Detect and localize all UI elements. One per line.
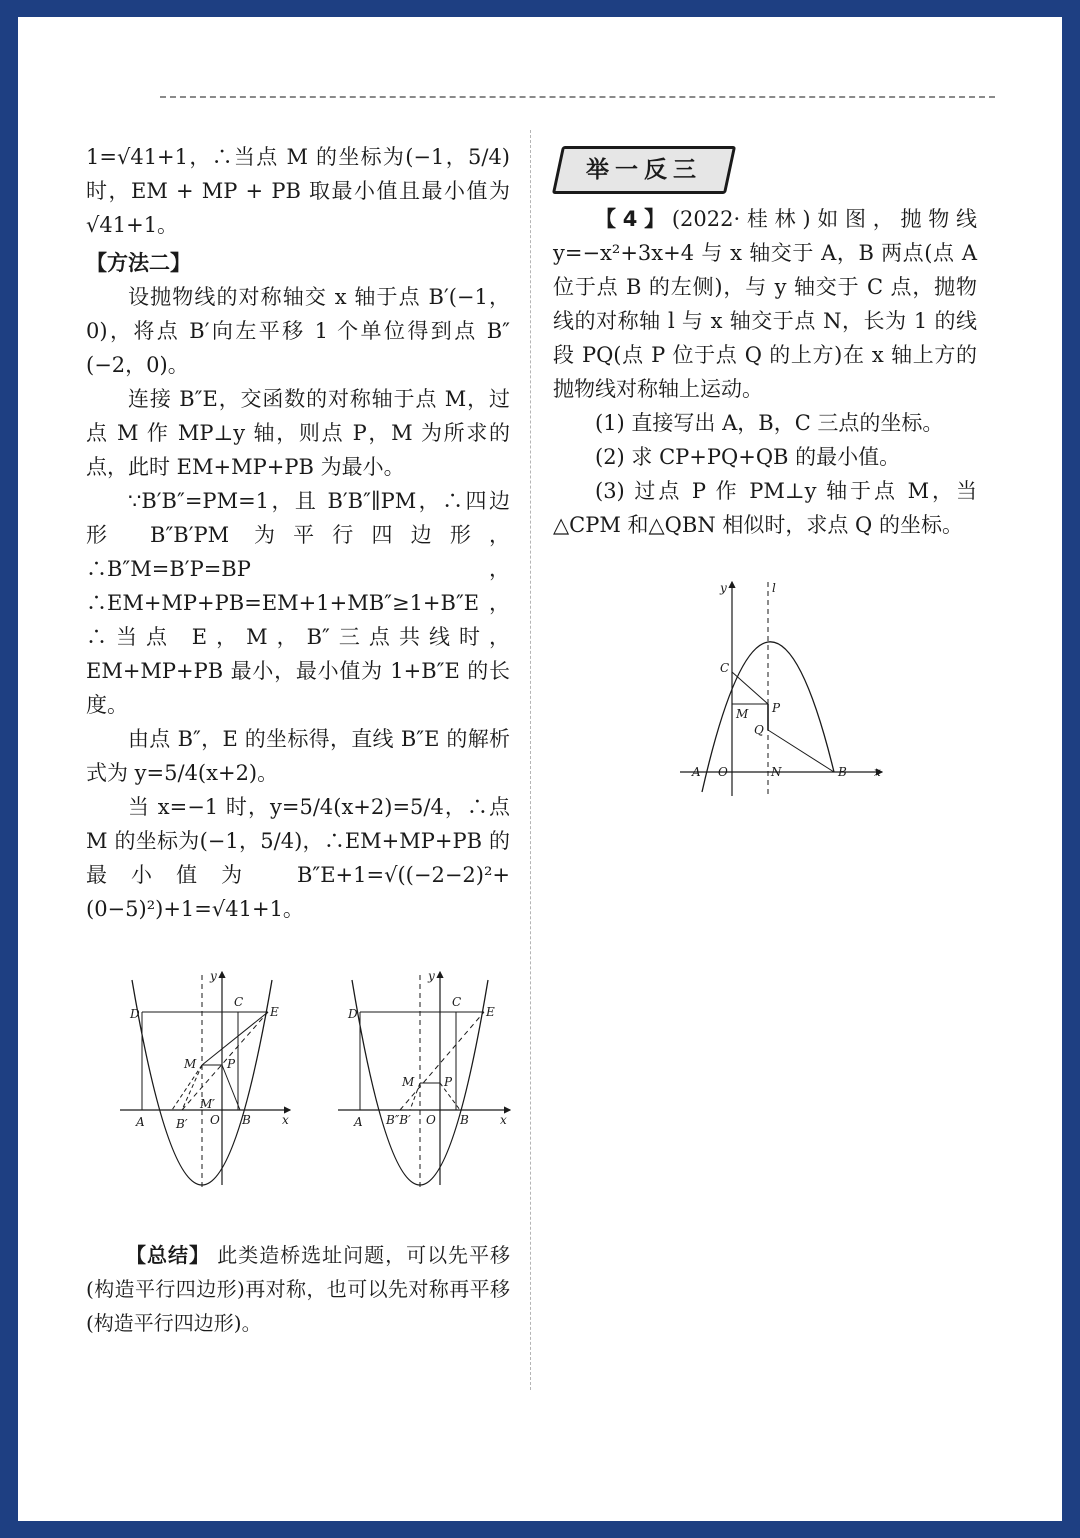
method-two-heading xyxy=(86,246,510,280)
q-label-y: y xyxy=(720,581,727,595)
fig1-dashed-MA xyxy=(172,1065,202,1110)
fig1-label-Bp: B′ xyxy=(176,1117,188,1131)
question-figure xyxy=(660,568,900,808)
question-part-1: (1) 直接写出 A，B，C 三点的坐标。 xyxy=(595,411,944,435)
q-label-x: x xyxy=(874,765,881,779)
q-label-N: N xyxy=(771,765,782,779)
left-paragraph-2: 设抛物线的对称轴交 x 轴于点 B′(−1，0)，将点 B′向左平移 1 个单位得到点 B″(−2，0)。 xyxy=(86,285,510,377)
fig2-label-M: M xyxy=(402,1075,415,1089)
fig1-label-Mp: M′ xyxy=(200,1097,216,1111)
q-label-B: B xyxy=(838,765,847,779)
fig2-label-A: A xyxy=(354,1115,363,1129)
left-paragraph-4: ∵B′B″=PM=1，且 B′B″∥PM，∴四边形 B″B′PM 为平行四边形，∴B″M=B′P=BP，∴EM+MP+PB=EM+1+MB″≥1+B″E，∴当点 E，M，B″三点共线时，EM+MP+PB 最小，最小值为 1+B″E 的长度。 xyxy=(86,489,510,717)
fig1-label-E: E xyxy=(270,1005,279,1019)
left-paragraph-6: 当 x=−1 时，y=5/4(x+2)=5/4，∴点 M 的坐标为(−1，5/4)，∴EM+MP+PB 的最小值为 B″E+1=√((−2−2)²+(0−5)²)+1=√41+1。 xyxy=(86,795,510,921)
q-label-l: l xyxy=(772,581,776,595)
fig1-label-y: y xyxy=(210,969,217,983)
left-paragraph-5: 由点 B″，E 的坐标得，直线 B″E 的解析式为 y=5/4(x+2)。 xyxy=(86,727,510,785)
q-label-C: C xyxy=(720,661,730,675)
q-label-Q: Q xyxy=(754,723,764,737)
fig1-parabola xyxy=(132,980,272,1185)
question-part-3: (3) 过点 P 作 PM⊥y 轴于点 M，当△CPM 和△QBN 相似时，求点 Q 的坐标。 xyxy=(553,479,977,537)
fig2-label-C: C xyxy=(452,995,462,1009)
left-paragraph-3: 连接 B″E，交函数的对称轴于点 M，过点 M 作 MP⊥y 轴，则点 P，M 为所求的点，此时 EM+MP+PB 为最小。 xyxy=(86,387,510,479)
question-number: 【4】 xyxy=(595,207,672,231)
left-column xyxy=(86,140,510,926)
fig1-dashed-MBp xyxy=(182,1065,202,1110)
top-dashed-rule xyxy=(160,96,995,98)
fig2-label-P: P xyxy=(444,1075,453,1089)
summary-text: 此类造桥选址问题，可以先平移(构造平行四边形)再对称，也可以先对称再平移(构造平行四边形)。 xyxy=(86,1243,511,1335)
right-column xyxy=(553,140,977,542)
fig1-label-M: M xyxy=(184,1057,197,1071)
q-label-M: M xyxy=(736,707,749,721)
question-part-2: (2) 求 CP+PQ+QB 的最小值。 xyxy=(595,445,901,469)
fig1-line-PB xyxy=(222,1065,240,1110)
summary-tag: 【总结】 xyxy=(126,1243,210,1267)
fig1-label-P: P xyxy=(227,1057,236,1071)
column-divider xyxy=(530,130,531,1390)
method-two-tag: 【方法二】 xyxy=(86,251,191,275)
summary-paragraph xyxy=(86,1238,510,1340)
figure-2 xyxy=(338,969,510,1190)
question-intro-text: (2022·桂林)如图，抛物线 y=−x²+3x+4 与 x 轴交于 A，B 两点(点 A 位于点 B 的左侧)，与 y 轴交于 C 点，抛物线的对称轴 l 与 x 轴交于点 N，长为 1 的线段 PQ(点 P 位于点 Q 的上方)在 x 轴上方的抛物线对称轴上运动。 xyxy=(553,207,977,401)
q-label-P: P xyxy=(772,701,781,715)
left-paragraph-1: 1=√41+1，∴当点 M 的坐标为(−1，5/4)时，EM + MP + PB 取最小值且最小值为 √41+1。 xyxy=(86,145,510,237)
fig2-label-E: E xyxy=(486,1005,495,1019)
section-title: 举一反三 xyxy=(586,157,702,183)
method-figures-svg xyxy=(100,960,530,1210)
figure-1 xyxy=(120,969,290,1190)
fig1-label-B: B xyxy=(242,1113,251,1127)
fig1-label-x: x xyxy=(282,1113,289,1127)
summary-block xyxy=(86,1238,510,1340)
section-title-badge xyxy=(552,146,736,194)
fig1-label-A: A xyxy=(136,1115,145,1129)
fig2-label-B: B xyxy=(460,1113,469,1127)
method-figures xyxy=(100,960,530,1210)
fig2-label-O: O xyxy=(426,1113,436,1127)
fig2-label-y: y xyxy=(428,969,435,983)
fig2-label-x: x xyxy=(500,1113,507,1127)
fig2-label-BppBp: B″B′ xyxy=(386,1113,411,1127)
fig2-label-D: D xyxy=(348,1007,358,1021)
fig2-dashed-BppE xyxy=(400,1012,484,1110)
fig1-label-O: O xyxy=(210,1113,220,1127)
question-figure-svg xyxy=(660,568,900,808)
question-intro xyxy=(553,202,977,406)
q-label-A: A xyxy=(692,765,701,779)
q-label-O: O xyxy=(718,765,728,779)
q-line-CP xyxy=(732,672,768,704)
fig1-label-C: C xyxy=(234,995,244,1009)
fig1-label-D: D xyxy=(130,1007,140,1021)
